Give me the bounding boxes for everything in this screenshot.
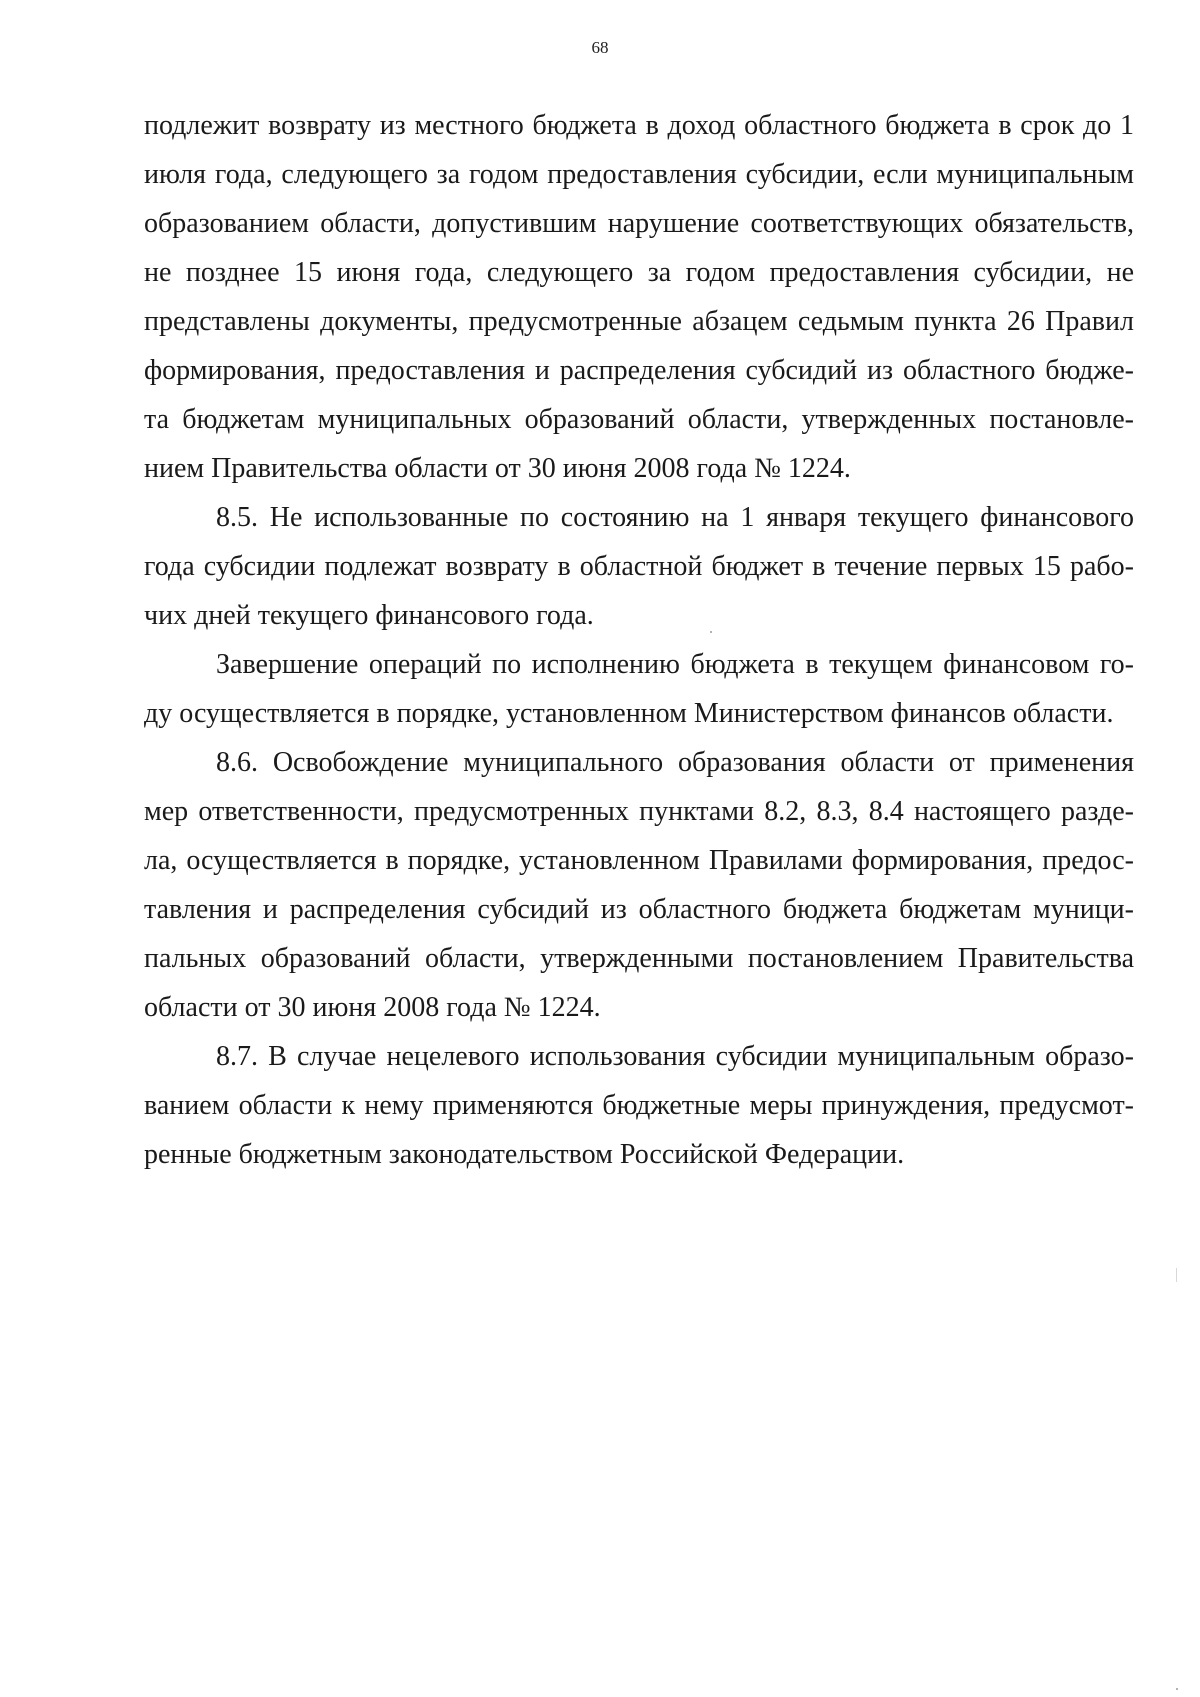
text-line: пальных образований области, утвержденными постановлением Правительства [144,943,1134,974]
text-line: года субсидии подлежат возврату в областной бюджет в течение первых 15 рабо- [144,551,1134,582]
text-line: нием Правительства области от 30 июня 2008 года № 1224. [144,453,851,484]
text-line: ренные бюджетным законодательством Российской Федерации. [144,1139,905,1170]
text-line: июля года, следующего за годом предоставления субсидии, если муниципальным [144,159,1134,190]
text-line: области от 30 июня 2008 года № 1224. [144,992,601,1023]
page-number: 68 [591,38,609,57]
text-line: представлены документы, предусмотренные абзацем седьмым пункта 26 Правил [144,306,1134,337]
paragraph-8-7-first-line: 8.7. В случае нецелевого использования субсидии муниципальным образо- [216,1041,1134,1072]
text-line: мер ответственности, предусмотренных пунктами 8.2, 8.3, 8.4 настоящего разде- [144,796,1134,827]
text-line: ла, осуществляется в порядке, установленном Правилами формирования, предос- [144,845,1134,876]
paragraph-8-5-first-line: 8.5. Не использованные по состоянию на 1 января текущего финансового [216,502,1134,533]
scan-speck [1176,1268,1177,1282]
paragraph-completion-first-line: Завершение операций по исполнению бюджета в текущем финансовом го- [216,649,1134,680]
paragraph-8-6-first-line: 8.6. Освобождение муниципального образования области от применения [216,747,1134,778]
text-line: тавления и распределения субсидий из областного бюджета бюджетам муници- [144,894,1134,925]
text-line: чих дней текущего финансового года. [144,600,594,631]
text-line: формирования, предоставления и распределения субсидий из областного бюдже- [144,355,1134,386]
document-body [144,101,1134,1179]
text-line: подлежит возврату из местного бюджета в доход областного бюджета в срок до 1 [144,110,1134,141]
text-line: ду осуществляется в порядке, установленном Министерством финансов области. [144,698,1114,729]
text-line: та бюджетам муниципальных образований области, утвержденных постановле- [144,404,1134,435]
scan-speck [710,631,712,633]
text-line: не позднее 15 июня года, следующего за годом предоставления субсидии, не [144,257,1134,288]
scan-speck [1176,1688,1178,1690]
text-line: образованием области, допустившим нарушение соответствующих обязательств, [144,208,1134,239]
text-line: ванием области к нему применяются бюджетные меры принуждения, предусмот- [144,1090,1134,1121]
